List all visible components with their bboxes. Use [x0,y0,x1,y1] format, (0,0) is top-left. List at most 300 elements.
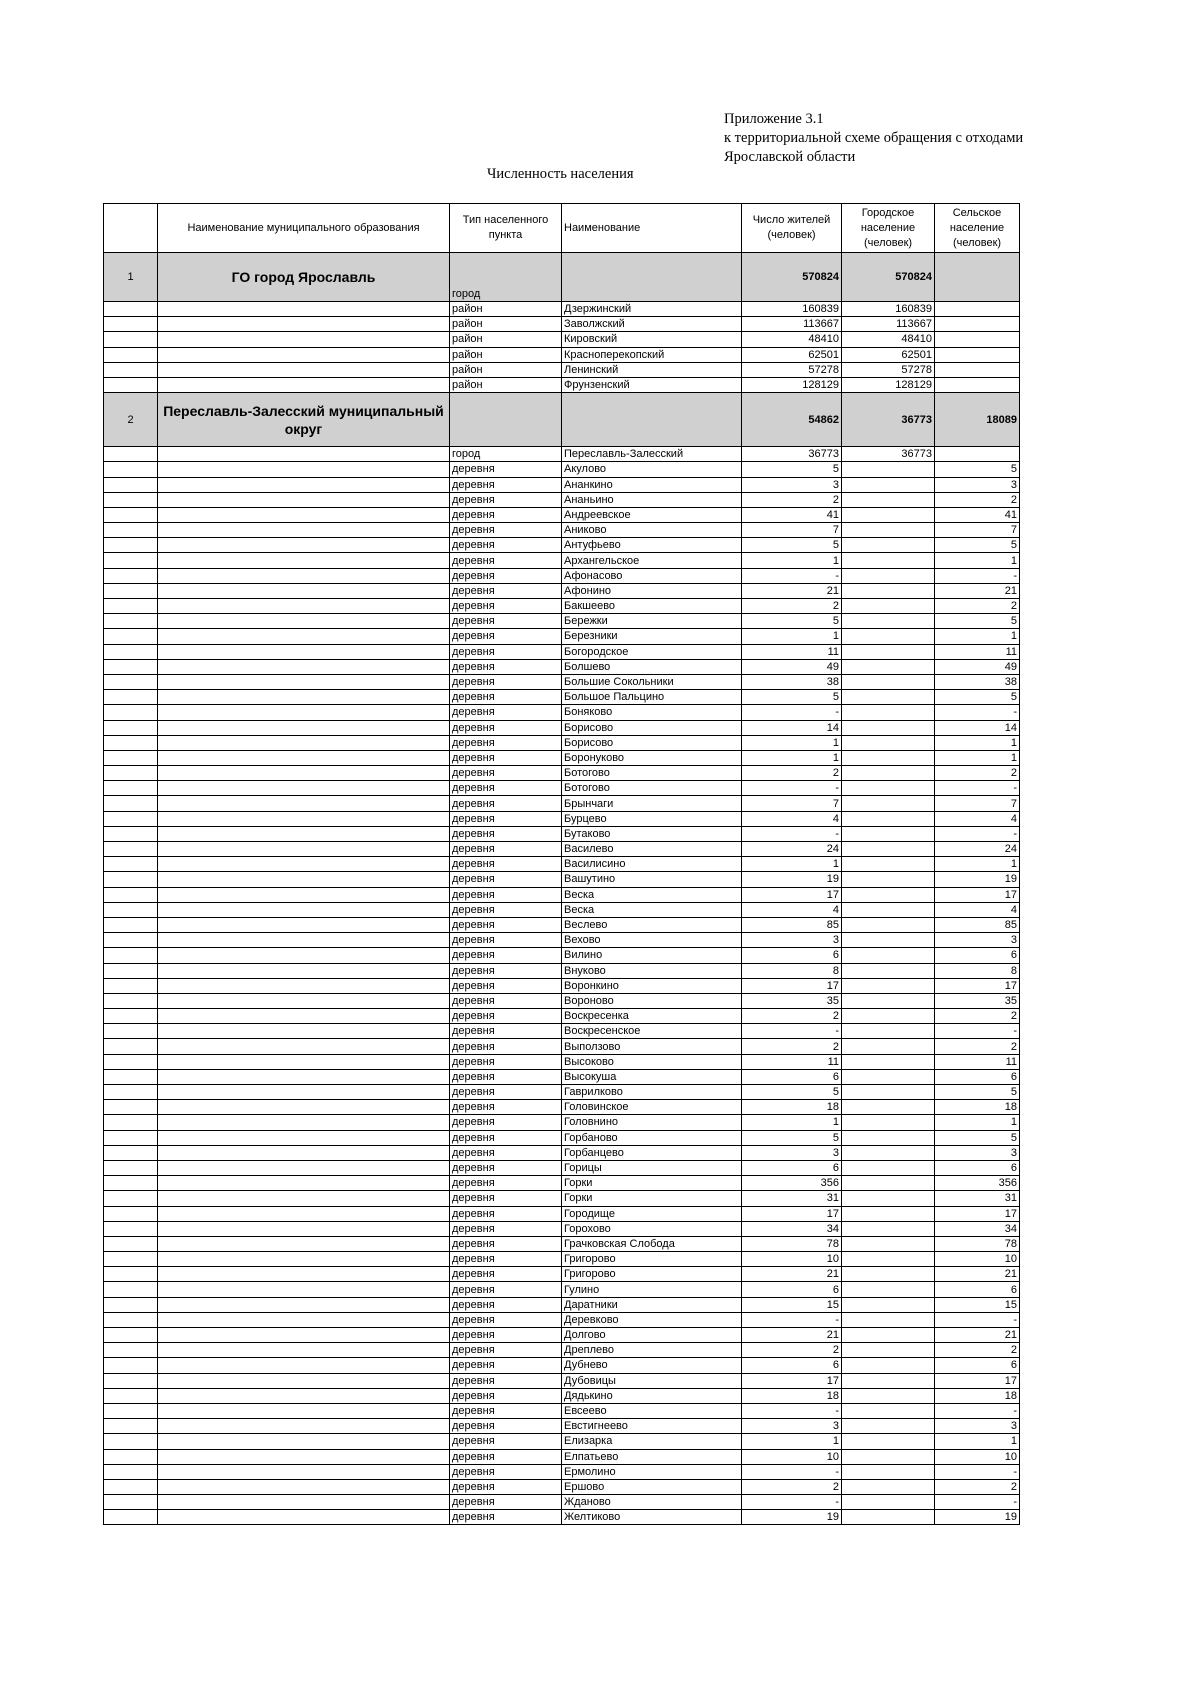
settlement-urban [842,523,935,538]
settlement-type: деревня [450,1373,562,1388]
settlement-name: Горбаново [562,1130,742,1145]
settlement-type: деревня [450,781,562,796]
settlement-type: деревня [450,659,562,674]
settlement-urban [842,1328,935,1343]
settlement-urban [842,1191,935,1206]
settlement-total: - [742,705,842,720]
row-number-cell [104,978,158,993]
row-municipality-cell [158,659,450,674]
row-number-cell [104,1236,158,1251]
settlement-type: деревня [450,507,562,522]
settlement-type: деревня [450,902,562,917]
settlement-urban [842,1479,935,1494]
settlement-rural: 1 [935,735,1020,750]
row-number-cell [104,1009,158,1024]
table-row [104,872,1020,887]
settlement-name: Андреевское [562,507,742,522]
table-row [104,978,1020,993]
row-number-cell [104,917,158,932]
settlement-urban: 36773 [842,447,935,462]
settlement-name: Горохово [562,1221,742,1236]
row-number-cell [104,1145,158,1160]
row-municipality-cell [158,1009,450,1024]
settlement-rural: 78 [935,1236,1020,1251]
settlement-name: Дядькино [562,1388,742,1403]
settlement-name: Бурцево [562,811,742,826]
settlement-urban [842,477,935,492]
settlement-name: Бакшеево [562,599,742,614]
row-municipality-cell [158,750,450,765]
appendix-header [724,110,1023,167]
settlement-total: 128129 [742,377,842,392]
settlement-type: деревня [450,1145,562,1160]
settlement-total: 14 [742,720,842,735]
settlement-urban [842,659,935,674]
settlement-rural: - [935,568,1020,583]
row-number-cell [104,1039,158,1054]
settlement-total: 3 [742,477,842,492]
settlement-name: Внуково [562,963,742,978]
row-municipality-cell [158,1464,450,1479]
settlement-total: 1 [742,750,842,765]
row-municipality-cell [158,1221,450,1236]
settlement-name: Аниково [562,523,742,538]
settlement-urban [842,1312,935,1327]
settlement-type: деревня [450,963,562,978]
settlement-name: Вашутино [562,872,742,887]
settlement-total: 6 [742,1160,842,1175]
row-number-cell [104,347,158,362]
table-row [104,842,1020,857]
settlement-type: район [450,362,562,377]
row-municipality-cell [158,933,450,948]
settlement-rural: 5 [935,690,1020,705]
settlement-name: Заволжский [562,317,742,332]
settlement-name: Елпатьево [562,1449,742,1464]
table-row [104,1449,1020,1464]
settlement-total: 48410 [742,332,842,347]
settlement-type: деревня [450,933,562,948]
settlement-name: Горицы [562,1160,742,1175]
settlement-urban [842,568,935,583]
settlement-rural: 4 [935,811,1020,826]
settlement-total: 11 [742,1054,842,1069]
row-number-cell [104,1085,158,1100]
settlement-rural: 5 [935,1085,1020,1100]
settlement-total: - [742,1024,842,1039]
settlement-type: деревня [450,1510,562,1525]
row-number-cell [104,583,158,598]
settlement-name: Дубнево [562,1358,742,1373]
settlement-rural: - [935,1024,1020,1039]
row-municipality-cell [158,948,450,963]
row-municipality-cell [158,796,450,811]
row-municipality-cell [158,1434,450,1449]
row-municipality-cell [158,1176,450,1191]
row-number-cell [104,1252,158,1267]
settlement-total: 5 [742,1085,842,1100]
table-row [104,1009,1020,1024]
settlement-name: Высоково [562,1054,742,1069]
table-row [104,1039,1020,1054]
row-municipality-cell [158,362,450,377]
row-municipality-cell [158,1206,450,1221]
row-municipality-cell [158,1100,450,1115]
settlement-urban [842,1176,935,1191]
municipality-row [104,253,1020,302]
municipality-type [450,393,562,447]
row-municipality-cell [158,1267,450,1282]
settlement-name: Большое Пальцино [562,690,742,705]
settlement-name: Архангельское [562,553,742,568]
row-number-cell [104,1343,158,1358]
settlement-name: Афонино [562,583,742,598]
settlement-rural [935,347,1020,362]
row-number-cell [104,842,158,857]
settlement-rural: 10 [935,1252,1020,1267]
settlement-type: деревня [450,1464,562,1479]
settlement-rural: 5 [935,538,1020,553]
settlement-urban [842,1130,935,1145]
settlement-urban [842,826,935,841]
table-row [104,1358,1020,1373]
settlement-type: деревня [450,1176,562,1191]
settlement-type: деревня [450,811,562,826]
settlement-urban [842,1160,935,1175]
row-number-cell [104,1100,158,1115]
table-row [104,1464,1020,1479]
table-row [104,332,1020,347]
settlement-urban [842,1373,935,1388]
settlement-total: 17 [742,887,842,902]
municipality-settlement-name [562,253,742,302]
settlement-total: - [742,781,842,796]
settlement-name: Бережки [562,614,742,629]
settlement-type: деревня [450,766,562,781]
settlement-urban: 160839 [842,302,935,317]
settlement-type: деревня [450,1343,562,1358]
settlement-name: Веслево [562,917,742,932]
settlement-total: 1 [742,629,842,644]
col-header-municipality: Наименование муниципального образования [158,204,450,253]
table-row [104,766,1020,781]
table-row [104,538,1020,553]
settlement-type: деревня [450,1221,562,1236]
municipality-number: 2 [104,393,158,447]
col-header-type: Тип населенного пункта [450,204,562,253]
settlement-total: 11 [742,644,842,659]
appendix-line-3: Ярославской области [724,149,856,165]
row-number-cell [104,1358,158,1373]
settlement-name: Горбанцево [562,1145,742,1160]
settlement-rural: 17 [935,978,1020,993]
settlement-urban [842,1100,935,1115]
settlement-type: деревня [450,462,562,477]
settlement-total: 17 [742,978,842,993]
row-municipality-cell [158,347,450,362]
settlement-rural: 7 [935,796,1020,811]
settlement-rural [935,317,1020,332]
table-row [104,887,1020,902]
settlement-type: деревня [450,629,562,644]
table-row [104,507,1020,522]
row-municipality-cell [158,1510,450,1525]
row-number-cell [104,1160,158,1175]
settlement-urban [842,492,935,507]
settlement-total: 2 [742,1039,842,1054]
settlement-rural: 21 [935,1267,1020,1282]
table-row [104,1130,1020,1145]
settlement-rural: - [935,1495,1020,1510]
settlement-rural: 5 [935,614,1020,629]
row-number-cell [104,1267,158,1282]
settlement-type: деревня [450,568,562,583]
settlement-rural: 15 [935,1297,1020,1312]
row-number-cell [104,507,158,522]
table-row [104,362,1020,377]
settlement-name: Ботогово [562,781,742,796]
settlement-rural: 3 [935,1145,1020,1160]
settlement-urban [842,842,935,857]
settlement-total: 4 [742,811,842,826]
row-municipality-cell [158,1479,450,1494]
row-number-cell [104,1130,158,1145]
table-row [104,583,1020,598]
settlement-name: Богородское [562,644,742,659]
settlement-urban [842,1343,935,1358]
settlement-rural: 85 [935,917,1020,932]
settlement-type: деревня [450,1434,562,1449]
row-municipality-cell [158,332,450,347]
table-row [104,1069,1020,1084]
row-municipality-cell [158,690,450,705]
settlement-rural: 34 [935,1221,1020,1236]
table-row [104,568,1020,583]
settlement-name: Антуфьево [562,538,742,553]
settlement-type: деревня [450,1328,562,1343]
table-row [104,781,1020,796]
table-row [104,1328,1020,1343]
settlement-type: деревня [450,614,562,629]
settlement-total: 10 [742,1449,842,1464]
settlement-total: 6 [742,1358,842,1373]
settlement-urban [842,993,935,1008]
settlement-urban [842,614,935,629]
settlement-urban [842,644,935,659]
row-municipality-cell [158,1358,450,1373]
row-municipality-cell [158,993,450,1008]
settlement-total: 356 [742,1176,842,1191]
row-municipality-cell [158,826,450,841]
row-number-cell [104,362,158,377]
settlement-rural: 1 [935,1115,1020,1130]
row-municipality-cell [158,317,450,332]
row-municipality-cell [158,1403,450,1418]
settlement-total: 36773 [742,447,842,462]
table-row [104,1191,1020,1206]
row-number-cell [104,302,158,317]
row-municipality-cell [158,1145,450,1160]
settlement-urban [842,1115,935,1130]
row-number-cell [104,1495,158,1510]
settlement-rural: 11 [935,644,1020,659]
settlement-total: - [742,1403,842,1418]
settlement-urban [842,796,935,811]
settlement-urban [842,1054,935,1069]
row-municipality-cell [158,629,450,644]
settlement-type: деревня [450,1388,562,1403]
table-header-row [104,204,1020,253]
row-number-cell [104,1206,158,1221]
settlement-total: 21 [742,1328,842,1343]
settlement-total: 2 [742,1009,842,1024]
table-row [104,659,1020,674]
settlement-urban [842,750,935,765]
settlement-total: 19 [742,872,842,887]
settlement-urban [842,1039,935,1054]
table-row [104,1236,1020,1251]
table-row [104,1419,1020,1434]
row-number-cell [104,1434,158,1449]
settlement-rural: 19 [935,1510,1020,1525]
settlement-total: - [742,1464,842,1479]
settlement-total: 6 [742,1282,842,1297]
row-number-cell [104,477,158,492]
settlement-name: Горки [562,1191,742,1206]
settlement-urban [842,1282,935,1297]
settlement-name: Городище [562,1206,742,1221]
settlement-name: Бутаково [562,826,742,841]
table-row [104,902,1020,917]
row-municipality-cell [158,735,450,750]
settlement-type: деревня [450,857,562,872]
settlement-type: деревня [450,1130,562,1145]
settlement-rural: 21 [935,583,1020,598]
row-municipality-cell [158,1024,450,1039]
settlement-urban [842,1419,935,1434]
row-municipality-cell [158,674,450,689]
settlement-name: Даратники [562,1297,742,1312]
settlement-urban [842,1085,935,1100]
settlement-total: 6 [742,1069,842,1084]
settlement-rural: 6 [935,1282,1020,1297]
settlement-total: - [742,826,842,841]
settlement-rural: 21 [935,1328,1020,1343]
settlement-type: деревня [450,1252,562,1267]
settlement-total: 31 [742,1191,842,1206]
row-municipality-cell [158,1449,450,1464]
table-row [104,1252,1020,1267]
settlement-rural: 1 [935,857,1020,872]
row-number-cell [104,766,158,781]
table-row [104,1206,1020,1221]
table-row [104,720,1020,735]
settlement-type: деревня [450,978,562,993]
settlement-name: Гаврилково [562,1085,742,1100]
settlement-rural: 17 [935,887,1020,902]
settlement-name: Вилино [562,948,742,963]
settlement-rural: 38 [935,674,1020,689]
municipality-rural: 18089 [935,393,1020,447]
settlement-rural: 5 [935,1130,1020,1145]
settlement-urban [842,507,935,522]
settlement-rural: 6 [935,1069,1020,1084]
settlement-urban [842,1236,935,1251]
row-municipality-cell [158,1252,450,1267]
table-row [104,523,1020,538]
settlement-name: Головинское [562,1100,742,1115]
settlement-urban [842,1449,935,1464]
municipality-urban: 36773 [842,393,935,447]
table-row [104,1176,1020,1191]
settlement-name: Дзержинский [562,302,742,317]
row-municipality-cell [158,857,450,872]
row-municipality-cell [158,583,450,598]
col-header-total: Число жителей (человек) [742,204,842,253]
table-row [104,1085,1020,1100]
settlement-rural: 3 [935,933,1020,948]
settlement-total: 5 [742,614,842,629]
settlement-urban [842,1221,935,1236]
settlement-rural: - [935,1312,1020,1327]
settlement-type: деревня [450,1115,562,1130]
table-row [104,948,1020,963]
row-municipality-cell [158,302,450,317]
settlement-type: деревня [450,1419,562,1434]
row-number-cell [104,963,158,978]
table-row [104,993,1020,1008]
table-row [104,614,1020,629]
row-number-cell [104,492,158,507]
settlement-name: Борисово [562,720,742,735]
table-row [104,1100,1020,1115]
settlement-urban [842,538,935,553]
row-number-cell [104,317,158,332]
settlement-urban [842,1252,935,1267]
settlement-total: 1 [742,553,842,568]
row-number-cell [104,462,158,477]
row-municipality-cell [158,781,450,796]
row-number-cell [104,826,158,841]
table-row [104,492,1020,507]
settlement-urban [842,599,935,614]
document-title: Численность населения [487,166,634,182]
settlement-rural: 2 [935,1343,1020,1358]
settlement-total: 21 [742,1267,842,1282]
settlement-rural: 1 [935,1434,1020,1449]
table-row [104,1160,1020,1175]
settlement-total: 18 [742,1388,842,1403]
settlement-rural: 6 [935,948,1020,963]
table-row [104,735,1020,750]
row-number-cell [104,1510,158,1525]
settlement-total: 2 [742,766,842,781]
settlement-urban [842,705,935,720]
col-header-urban: Городское население (человек) [842,204,935,253]
settlement-urban [842,1206,935,1221]
settlement-total: 5 [742,462,842,477]
settlement-name: Ершово [562,1479,742,1494]
settlement-type: деревня [450,690,562,705]
settlement-total: 7 [742,523,842,538]
settlement-urban [842,963,935,978]
settlement-urban [842,1434,935,1449]
table-row [104,1373,1020,1388]
settlement-type: деревня [450,1449,562,1464]
table-row [104,1115,1020,1130]
row-municipality-cell [158,963,450,978]
row-number-cell [104,705,158,720]
